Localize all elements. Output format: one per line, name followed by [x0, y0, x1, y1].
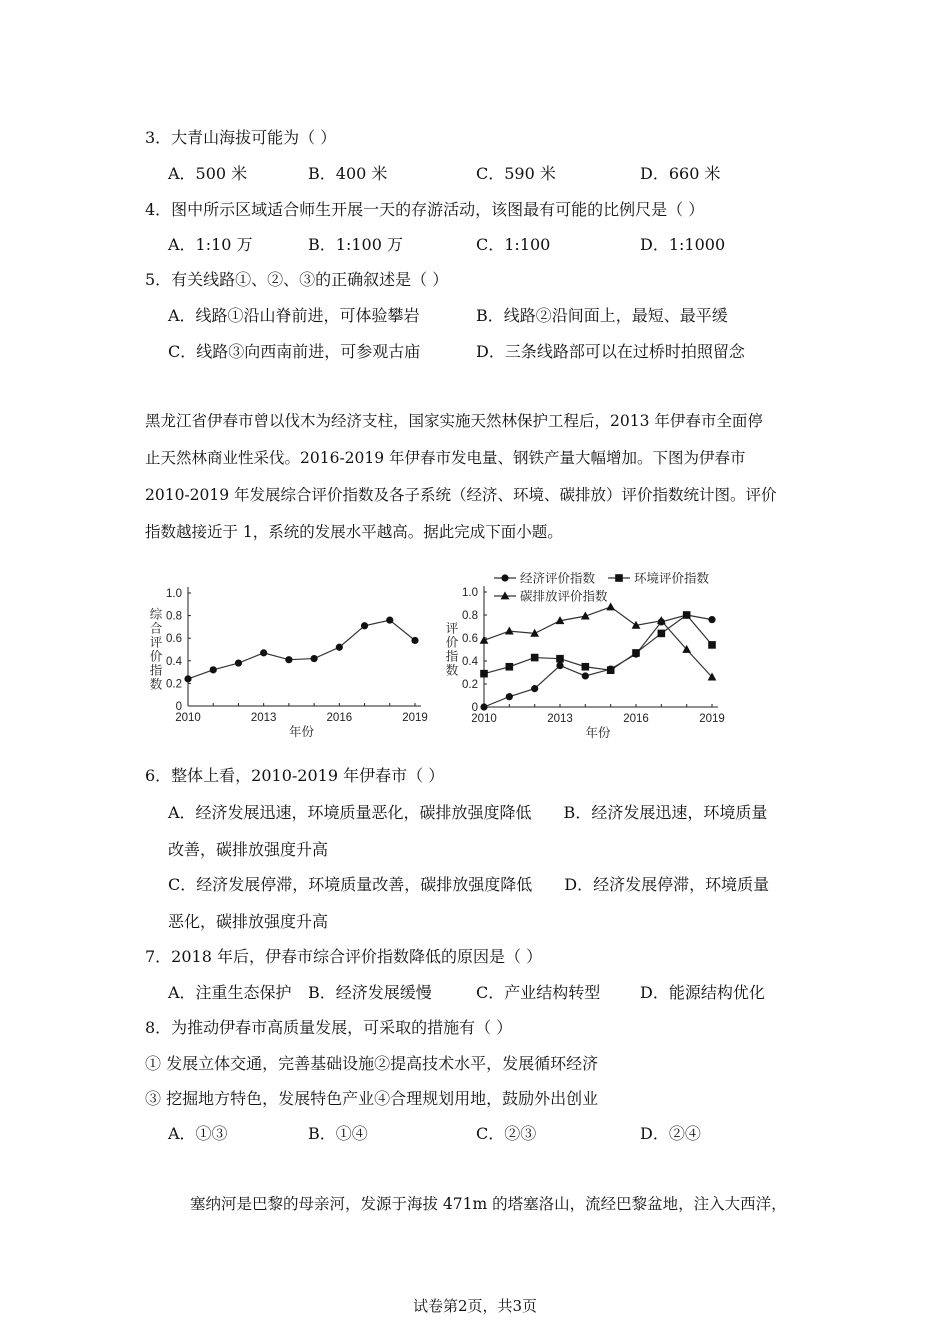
q5-option-c: C．线路③向西南前进，可参观古庙 [168, 342, 421, 361]
q8-option-c: C．②③ [476, 1124, 537, 1143]
chart2-y-tick-label: 1.0 [462, 587, 478, 599]
q4-stem: 4．图中所示区域适合师生开展一天的存游活动，该图最有可能的比例尺是（ ） [145, 200, 705, 219]
chart1-data-point [311, 655, 318, 662]
q4-option-a: A．1:10 万 [168, 235, 253, 254]
chart2-x-tick-label: 2016 [623, 713, 649, 725]
q8-option-d: D．②④ [640, 1124, 701, 1143]
q8-statement-1: ① 发展立体交通，完善基础设施②提高技术水平，发展循环经济 [145, 1054, 599, 1073]
q8-option-a: A．①③ [168, 1124, 228, 1143]
chart2-data-point [506, 663, 514, 671]
q7-option-c: C．产业结构转型 [476, 983, 601, 1002]
chart2-y-tick-label: 0.4 [462, 656, 478, 668]
q6-line-2: 改善，碳排放强度升高 [168, 840, 329, 859]
chart2-data-point [556, 662, 563, 669]
chart2-x-tick-label: 2010 [471, 713, 497, 725]
q6-line-3: C．经济发展停滞，环境质量改善，碳排放强度降低 D．经济发展停滞，环境质量 [168, 875, 770, 894]
q8-option-b: B．①④ [308, 1124, 368, 1143]
chart2-series-line [484, 615, 712, 707]
chart1-y-axis-label-char: 评 [149, 635, 163, 650]
chart2-x-axis-label: 年份 [585, 726, 611, 740]
chart1-y-tick-label: 0.4 [166, 655, 182, 668]
chart1-y-axis-label-char: 合 [149, 621, 163, 636]
q4-option-c: C．1:100 [476, 235, 551, 254]
chart2-data-point [632, 649, 640, 657]
q8-stem: 8．为推动伊春市高质量发展，可采取的措施有（ ） [145, 1018, 513, 1037]
chart1-y-axis-label-char: 数 [149, 677, 163, 692]
q7-option-a: A．注重生态保护 [168, 983, 292, 1002]
q5-option-a: A．线路①沿山脊前进，可体验攀岩 [168, 306, 420, 325]
q5-option-d: D．三条线路部可以在过桥时拍照留念 [476, 342, 745, 361]
chart2-data-point [582, 672, 589, 679]
chart1-y-tick-label: 1.0 [166, 588, 182, 600]
chart1-x-axis-label: 年份 [288, 725, 315, 739]
chart2-y-axis-label-char: 指 [445, 649, 459, 664]
passage2-line-1: 塞纳河是巴黎的母亲河，发源于海拔 471m 的塔塞洛山，流经巴黎盆地，注入大西洋， [190, 1195, 787, 1213]
chart1-data-point [411, 637, 418, 644]
chart1-data-point [260, 649, 267, 656]
chart2-y-axis-label-char: 数 [445, 663, 459, 678]
chart1-x-tick-label: 2019 [402, 712, 428, 724]
subsystem-index-chart [440, 565, 750, 755]
q3-stem: 3．大青山海拔可能为（ ） [145, 128, 337, 147]
chart2-data-point [480, 703, 487, 710]
chart2-data-point [708, 641, 716, 649]
chart2-legend-marker [501, 574, 508, 581]
chart1-x-tick-label: 2016 [326, 712, 353, 724]
q6-stem: 6．整体上看，2010-2019 年伊春市（ ） [145, 766, 445, 785]
q8-statement-2: ③ 挖掘地方特色，发展特色产业④合理规划用地，鼓励外出创业 [145, 1089, 599, 1108]
chart2-data-point [582, 663, 590, 671]
chart2-data-point [607, 666, 615, 674]
chart1-data-point [184, 675, 191, 682]
chart2-y-axis-label-char: 价 [445, 635, 459, 650]
composite-index-chart [140, 570, 440, 755]
chart1-data-point [361, 622, 368, 629]
page-footer: 试卷第2页，共3页 [412, 1297, 538, 1315]
chart1-y-axis-label-char: 综 [149, 607, 163, 622]
chart2-legend-label: 环境评价指数 [634, 571, 710, 586]
chart2-data-point [506, 693, 513, 700]
chart2-data-point [683, 611, 691, 619]
q6-line-4: 恶化，碳排放强度升高 [168, 912, 329, 931]
chart2-y-tick-label: 0.8 [462, 610, 478, 622]
passage1-line-4: 指数越接近于 1，系统的发展水平越高。据此完成下面小题。 [145, 523, 563, 541]
chart2-y-tick-label: 0.6 [462, 633, 478, 645]
chart1-x-tick-label: 2010 [175, 712, 201, 724]
chart2-legend-label: 碳排放评价指数 [520, 589, 608, 604]
chart2-y-tick-label: 0.2 [462, 679, 478, 691]
chart2-data-point [531, 685, 538, 692]
passage1-line-3: 2010-2019 年发展综合评价指数及各子系统（经济、环境、碳排放）评价指数统计图。评价 [145, 486, 777, 504]
chart2-data-point [480, 670, 488, 678]
q3-option-a: A．500 米 [168, 164, 248, 183]
chart1-data-point [285, 656, 292, 663]
chart1-data-point [210, 666, 217, 673]
chart1-y-tick-label: 0.8 [166, 610, 182, 623]
chart1-series-line [188, 620, 415, 679]
chart1-y-tick-label: 0.6 [166, 633, 182, 646]
chart2-data-point [606, 602, 615, 610]
q3-option-d: D．660 米 [640, 164, 721, 183]
chart2-data-point [708, 616, 715, 623]
q5-option-b: B．线路②沿间面上，最短、最平缓 [476, 306, 728, 325]
chart1-data-point [386, 617, 393, 624]
chart2-legend-label: 经济评价指数 [520, 571, 596, 586]
chart2-y-tick-label: 0 [471, 702, 478, 714]
chart2-x-tick-label: 2013 [547, 713, 573, 725]
q7-option-b: B．经济发展缓慢 [308, 983, 432, 1002]
chart2-data-point [658, 630, 666, 638]
q7-option-d: D．能源结构优化 [640, 983, 765, 1002]
chart1-data-point [336, 644, 343, 651]
q3-option-c: C．590 米 [476, 164, 556, 183]
q4-option-d: D．1:1000 [640, 235, 726, 254]
chart2-data-point [531, 654, 539, 662]
q3-option-b: B．400 米 [308, 164, 388, 183]
chart1-y-tick-label: 0 [175, 701, 182, 713]
chart2-series-line [484, 615, 712, 674]
chart1-y-axis-label-char: 指 [149, 663, 163, 678]
passage1-line-1: 黑龙江省伊春市曾以伐木为经济支柱，国家实施天然林保护工程后，2013 年伊春市全面停 [145, 412, 763, 430]
chart1-y-axis-label-char: 价 [149, 649, 163, 664]
chart2-legend-marker [615, 574, 623, 582]
q6-line-1: A．经济发展迅速，环境质量恶化，碳排放强度降低 B．经济发展迅速，环境质量 [168, 803, 768, 822]
q7-stem: 7．2018 年后，伊春市综合评价指数降低的原因是（ ） [145, 947, 543, 966]
chart1-x-tick-label: 2013 [250, 712, 277, 724]
chart2-data-point [505, 627, 514, 635]
q4-option-b: B．1:100 万 [308, 235, 403, 254]
passage1-line-2: 止天然林商业性采伐。2016-2019 年伊春市发电量、钢铁产量大幅增加。下图为伊春市 [145, 449, 746, 467]
chart1-y-tick-label: 0.2 [166, 678, 182, 691]
chart2-x-tick-label: 2019 [699, 713, 725, 725]
chart1-data-point [235, 659, 242, 666]
chart2-y-axis-label-char: 评 [445, 621, 459, 636]
chart2-data-point [556, 655, 564, 663]
q5-stem: 5．有关线路①、②、③的正确叙述是（ ） [145, 270, 449, 289]
